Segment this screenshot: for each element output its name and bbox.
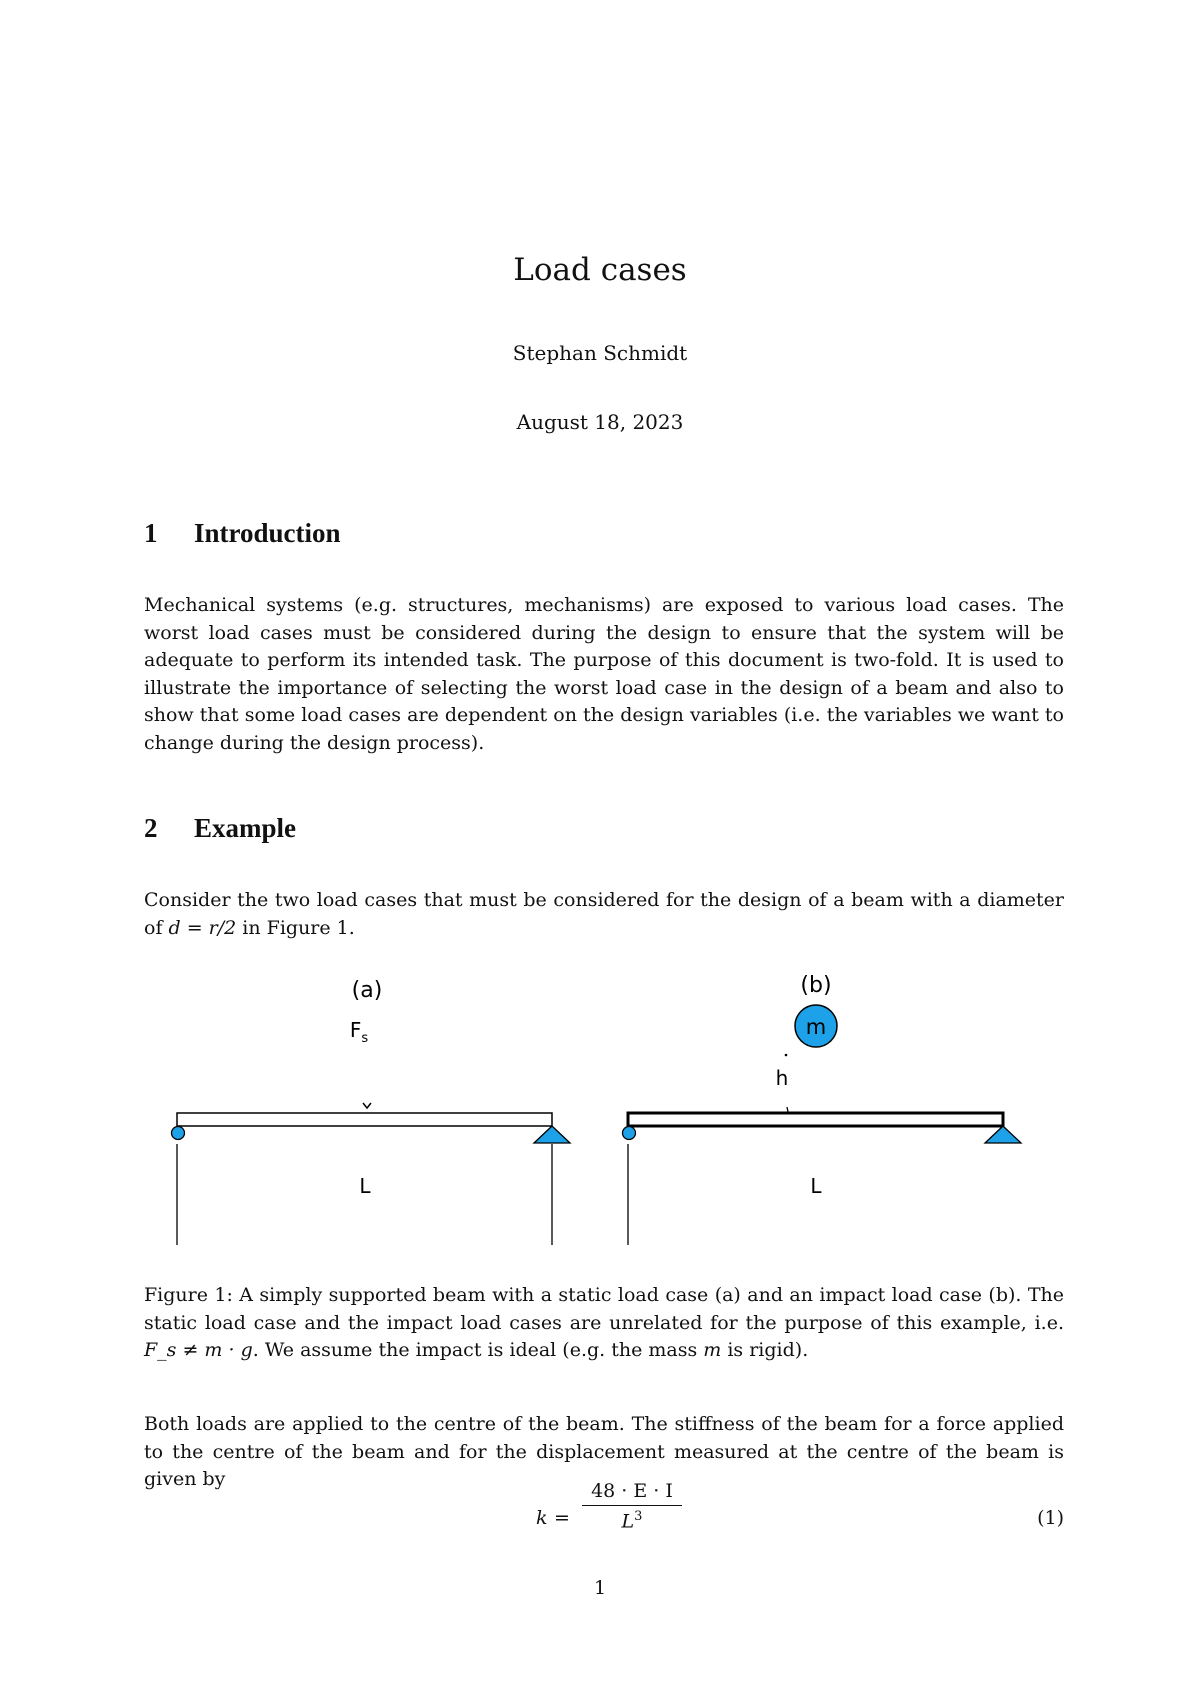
height-marker-top (785, 1054, 788, 1057)
section-heading-introduction (144, 518, 341, 549)
beam-b (628, 1113, 1003, 1126)
section-title: Example (194, 813, 297, 843)
section-number: 2 (144, 813, 158, 843)
introduction-paragraph: Mechanical systems (e.g. structures, mechanisms) are exposed to various load cases. The worst load cases must be considered during the design to ensure that the system will be adequate to perform its intended task. The purpose of this document is two-fold. It is used to illustrate the importance of selecting the worst load case in the design of a beam and also to show that some load cases are dependent on the design variables (i.e. the variables we want to change during the design process). (144, 594, 1064, 754)
example-text-part: in Figure 1. (236, 916, 355, 939)
beam-a (177, 1113, 552, 1126)
equation-numerator: 48 · E · I (591, 1480, 673, 1502)
pin-support-a-icon (172, 1127, 185, 1140)
page-number: 1 (593, 1577, 607, 1599)
length-label-a: L (359, 1174, 371, 1198)
equation-number: (1) (1037, 1507, 1064, 1529)
pin-support-b-icon (623, 1127, 636, 1140)
caption-text-part: . We assume the impact is ideal (e.g. the mass (252, 1339, 704, 1362)
figure-caption (144, 1282, 1064, 1365)
section-heading-example (144, 813, 296, 844)
force-symbol: F (349, 1018, 362, 1042)
document-date: August 18, 2023 (516, 410, 684, 434)
example-text-part: Consider the two load cases that must be considered for the design of a beam with a diameter of (144, 889, 1064, 939)
force-arrow-head (363, 1103, 371, 1108)
stiffness-equation (144, 1480, 1064, 1560)
beam-figure (150, 955, 1050, 1255)
section-title: Introduction (194, 518, 341, 548)
example-paragraph (144, 887, 1064, 942)
document-title: Load cases (513, 252, 687, 288)
mass-label: m (805, 1015, 827, 1039)
force-subscript: s (361, 1031, 369, 1046)
panel-b (623, 973, 1022, 1245)
denominator-base: L (621, 1510, 635, 1533)
roller-support-a-icon (534, 1126, 570, 1143)
height-label: h (775, 1066, 789, 1090)
equation-equals: = (554, 1507, 570, 1529)
inline-math: m (703, 1339, 722, 1362)
beam-figure-svg (150, 955, 1050, 1255)
inline-math: d = r/2 (168, 916, 237, 939)
roller-support-b-icon (985, 1126, 1021, 1143)
equation-lhs: k (536, 1507, 548, 1529)
panel-b-label: (b) (800, 973, 832, 998)
panel-a-label: (a) (351, 978, 383, 1003)
force-label (350, 1018, 369, 1046)
section-number: 1 (144, 518, 158, 548)
denominator-exponent: 3 (634, 1509, 643, 1525)
fraction-bar (582, 1505, 682, 1506)
panel-a (172, 978, 571, 1245)
caption-text-part: is rigid). (721, 1339, 809, 1362)
stiffness-paragraph: Both loads are applied to the centre of the beam. The stiffness of the beam for a force applied to the centre of the beam and for the displacement measured at the centre of the beam is given by (144, 1413, 1064, 1491)
equation-denominator (582, 1509, 682, 1532)
document-author: Stephan Schmidt (512, 341, 688, 365)
height-marker-bottom (787, 1107, 788, 1112)
caption-text-part: Figure 1: A simply supported beam with a static load case (a) and an impact load case (b). The static load case and the impact load cases are unrelated for the purpose of this example, i.e. (144, 1284, 1064, 1334)
equation-fraction (582, 1480, 682, 1533)
inline-math: F_s ≠ m · g (144, 1339, 253, 1362)
length-label-b: L (810, 1174, 822, 1198)
